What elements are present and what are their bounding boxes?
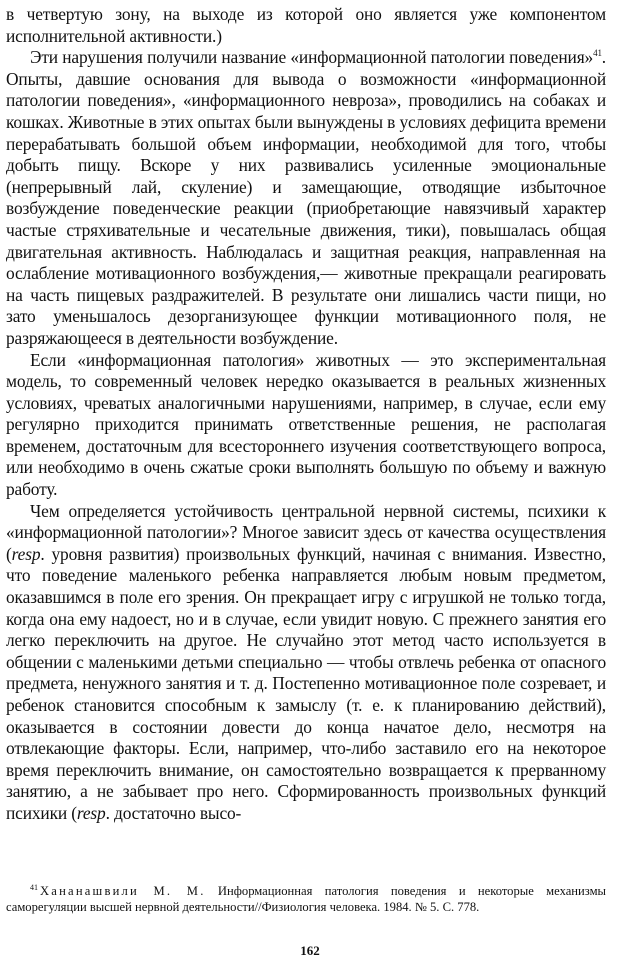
footnote-text: Информационная патология поведения и некоторые механизмы саморегуляции высшей нервной деятельности//Физиология человека. 1984. № 5. С. 778. xyxy=(6,884,606,914)
body-text xyxy=(6,4,606,825)
paragraph-information-pathology: Эти нарушения получили название «информационной патологии поведения»$^{41}$. Опыты, давшие основания для вывода о возможности «информационной патологии поведения», «информационного невроза», проводились на собаках и кошках. Животные в этих опытах были вынуждены в условиях дефицита времени перерабатывать большой объем информации, необходимой для того, чтобы добыть пищу. Вскоре у них развивались усиленные эмоциональные (непрерывный лай, скуление) и замещающие, отводящие избыточное возбуждение поведенческие реакции (приобретающие навязчивый характер частые стряхивательные и чесательные движения, тики), повышалась общая двигательная активность. Наблюдалась и защитная реакция, направленная на ослабление мотивационного возбуждения,— животные прекращали реагировать на часть пищевых раздражителей. В результате они лишались части пищи, но зато уменьшалось дезорганизующее функции мотивационного поля, не разряжающееся в деятельности возбуждение. xyxy=(6,47,606,348)
paragraph-human-model: Если «информационная патология» животных — это экспериментальная модель, то современный человек нередко оказывается в реальных жизненных условиях, чреватых аналогичными нарушениями, например, в случае, если ему регулярно приходится принимать ответственные решения, не располагая временем, достаточным для всестороннего изучения соответствующего вопроса, или необходимо в очень сжатые сроки выполнять большую по объему и важную работу. xyxy=(6,349,606,500)
resp-italic: resp xyxy=(76,802,106,823)
resp-italic: resp xyxy=(11,543,41,564)
footnote-41 xyxy=(6,883,606,915)
footnote-reference[interactable]: 41 xyxy=(593,48,602,59)
paragraph-stability: Чем определяется устойчивость центральной нервной системы, психики к «информационной патологии»? Многое зависит здесь от качества осуществления (resp. уровня развития) произвольных функций, начиная с внимания. Известно, что поведение маленького ребенка направляется любым новым предметом, оказавшимся в поле его зрения. Он прекращает игру с игрушкой не только тогда, когда она ему надоест, но и в случае, если увидит новую. С прежнего занятия его легко переключить на другое. Не случайно этот метод часто используется в общении с маленькими детьми специально — чтобы отвлечь ребенка от опасного предмета, ненужного занятия и т. д. Постепенно мотивационное поле созревает, и ребенок становится способным к замыслу (т. е. к планированию действий), оказывается в состоянии довести до конца начатое дело, несмотря на отвлекающие факторы. Если, например, что-либо заставило его на некоторое время переключить внимание, он самостоятельно возвращается к прерванному занятию, а не забывает про него. Сформированность произвольных функций психики (resp. достаточно высо- xyxy=(6,500,606,823)
paragraph-continuation: в четвертую зону, на выходе из которой оно является уже компонентом исполнительной активности.) xyxy=(6,4,606,46)
footnote-area xyxy=(6,883,606,915)
footnote-mark: 41 xyxy=(30,882,38,892)
page-number: 162 xyxy=(300,943,320,958)
footnote-author: Хананашвили М. М. xyxy=(40,884,206,898)
